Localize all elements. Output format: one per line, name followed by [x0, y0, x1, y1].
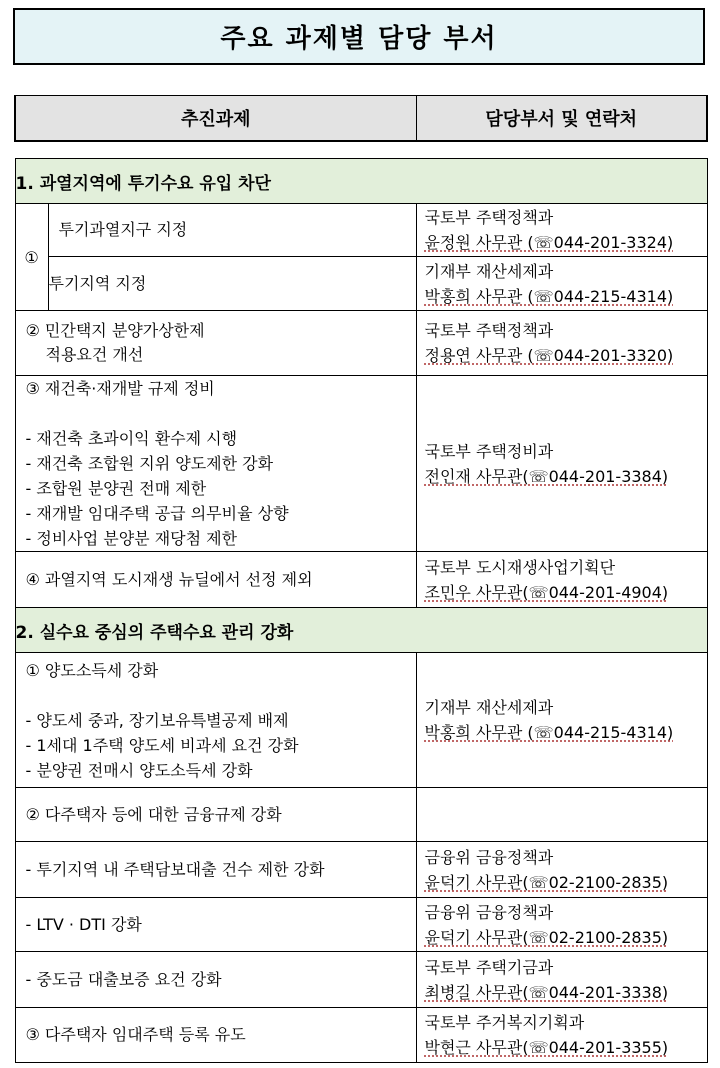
- task-cell: 투기과열지구 지정: [48, 204, 416, 257]
- contact-dept: 기재부 재산세제과: [424, 261, 554, 281]
- task-cell: [15, 788, 416, 842]
- contact-dept: 국토부 도시재생사업기획단: [424, 557, 616, 577]
- contact-person: 박홍희 사무관 (☏044-215-4314): [424, 286, 674, 306]
- task-cell: [15, 552, 416, 608]
- task-line: - 투기지역 내 주택담보대출 건수 제한 강화: [25, 859, 325, 879]
- task-cell: [15, 898, 416, 952]
- contact-cell: [416, 376, 707, 552]
- contact-person: 박현근 사무관(☏044-201-3355): [424, 1038, 669, 1057]
- header-task: 추진과제: [15, 96, 416, 142]
- contact-dept: 금융위 금융정책과: [424, 902, 554, 922]
- contact-person: 최병길 사무관(☏044-201-3338): [424, 982, 669, 1002]
- task-line: - 분양권 전매시 양도소득세 강화: [25, 760, 253, 780]
- task-line: - 중도금 대출보증 요건 강화: [25, 969, 222, 989]
- contact-person: 윤덕기 사무관(☏02-2100-2835): [424, 872, 669, 892]
- task-line: ② 다주택자 등에 대한 금융규제 강화: [25, 804, 282, 824]
- contact-person: 박홍희 사무관 (☏044-215-4314): [424, 723, 674, 742]
- page-title: 주요 과제별 담당 부서: [13, 8, 705, 65]
- contact-person: 전인재 사무관(☏044-201-3384): [424, 466, 669, 486]
- contact-cell: [416, 204, 707, 257]
- task-line: - 재건축 초과이익 환수제 시행: [25, 429, 238, 448]
- header-contact: 담당부서 및 연락처: [416, 96, 707, 142]
- task-cell: [15, 952, 416, 1008]
- task-line: - 1세대 1주택 양도세 비과세 요건 강화: [25, 735, 299, 755]
- task-line: - 정비사업 분양분 재당첨 제한: [25, 529, 238, 548]
- contact-cell: [416, 1008, 707, 1063]
- contact-person: 윤덕기 사무관(☏02-2100-2835): [424, 927, 669, 947]
- contact-cell: [416, 552, 707, 608]
- task-line: 적용요건 개선: [45, 345, 144, 364]
- task-line: ② 민간택지 분양가상한제: [25, 321, 205, 340]
- contact-cell: [416, 311, 707, 376]
- contact-cell: [416, 842, 707, 898]
- task-line: - 재개발 임대주택 공급 의무비율 상향: [25, 504, 289, 523]
- contact-person: 조민우 사무관(☏044-201-4904): [424, 582, 669, 602]
- contact-dept: 국토부 주택정책과: [424, 208, 554, 227]
- contact-dept: 국토부 주택기금과: [424, 957, 554, 977]
- task-line: ③ 재건축·재개발 규제 정비: [25, 379, 215, 398]
- task-cell: [15, 376, 416, 552]
- task-line: ① 양도소득세 강화: [25, 660, 159, 680]
- contact-cell: [416, 898, 707, 952]
- section-heading: 2. 실수요 중심의 주택수요 관리 강화: [15, 608, 707, 653]
- task-line: ④ 과열지역 도시재생 뉴딜에서 선정 제외: [25, 569, 313, 589]
- contact-person: 정용연 사무관 (☏044-201-3320): [424, 346, 674, 365]
- task-line: - LTV · DTI 강화: [25, 914, 142, 934]
- contact-dept: 국토부 주택정비과: [424, 441, 554, 461]
- contact-person: 윤정원 사무관 (☏044-201-3324): [424, 233, 674, 252]
- task-cell: [15, 311, 416, 376]
- contact-dept: 기재부 재산세제과: [424, 698, 554, 717]
- contact-dept: 국토부 주거복지기획과: [424, 1013, 585, 1032]
- task-cell: [15, 842, 416, 898]
- contact-cell: [416, 952, 707, 1008]
- task-cell: [15, 653, 416, 788]
- task-line: - 재건축 조합원 지위 양도제한 강화: [25, 454, 274, 473]
- task-line: ③ 다주택자 임대주택 등록 유도: [25, 1025, 246, 1044]
- contact-cell: [416, 653, 707, 788]
- contact-cell: [416, 788, 707, 842]
- task-line: - 양도세 중과, 장기보유특별공제 배제: [25, 710, 289, 730]
- task-table: [14, 95, 708, 1063]
- task-cell: 투기지역 지정: [48, 257, 416, 311]
- task-line: - 조합원 분양권 전매 제한: [25, 479, 207, 498]
- contact-cell: [416, 257, 707, 311]
- contact-dept: 국토부 주택정책과: [424, 321, 554, 340]
- task-cell: [15, 1008, 416, 1063]
- item-marker: ①: [15, 204, 48, 311]
- section-heading: 1. 과열지역에 투기수요 유입 차단: [15, 159, 707, 204]
- contact-dept: 금융위 금융정책과: [424, 847, 554, 867]
